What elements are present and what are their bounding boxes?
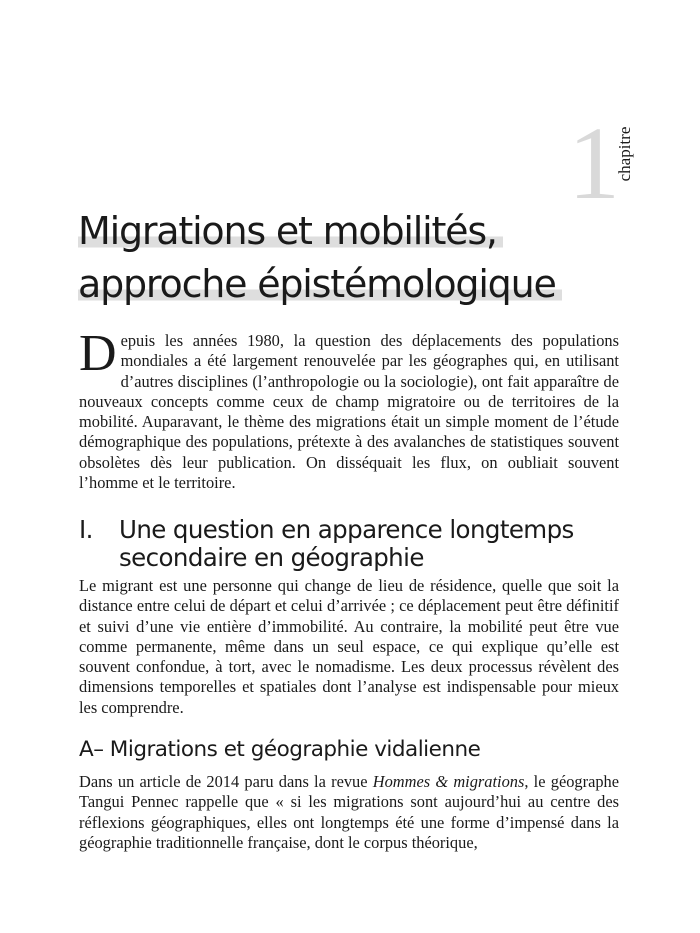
section-text: Le migrant est une personne qui change de lieu de résidence, quelle que soit la distance entre celui de départ et celui d’arrivée ; ce déplacement peut être définitif et suivi d’une vie entière d’immobilité. Au contraire, la mobilité peut être vue comme permanente, même dans un seul espace, ce qui explique qu’elle est souvent confondue, à tort, avec le nomadisme. Les deux processus révèlent des dimensions temporelles et spatiales dont l’analyse est indispensable pour mieux les comprendre. (79, 576, 619, 717)
section-heading-line-2: secondaire en géographie (119, 543, 424, 572)
chapter-title-line-2 (78, 258, 598, 311)
drop-cap: D (79, 325, 117, 382)
chapter-label-text: chapitre (615, 126, 634, 182)
chapter-title-line-1-text: Migrations et mobilités, (78, 209, 503, 253)
section-number: I. (79, 515, 93, 544)
chapter-label (612, 122, 636, 192)
section-heading (79, 516, 619, 572)
subsection-paragraph (79, 772, 619, 853)
chapter-number: 1 (568, 106, 620, 221)
subsection-text-before: Dans un article de 2014 paru dans la revue (79, 772, 373, 791)
subsection-text-after: , le géographe Tangui Pennec rappelle que « si les migrations sont aujourd’hui au centre des réflexions géographiques, elles ont longtemps été une forme d’impensé dans la géographie traditionnelle française, dont le corpus théorique, (79, 772, 620, 852)
section-paragraph (79, 576, 619, 718)
intro-paragraph (79, 325, 619, 493)
subsection-text (79, 772, 619, 853)
section-heading-line-1: Une question en apparence longtemps (119, 515, 574, 544)
chapter-title-line-2-text: approche épistémologique (78, 262, 562, 306)
chapter-title-line-1 (78, 205, 598, 258)
subsection-heading: A– Migrations et géographie vidalienne (79, 737, 481, 762)
chapter-title (78, 205, 598, 311)
journal-title: Hommes & migrations (372, 772, 525, 791)
intro-text: epuis les années 1980, la question des déplacements des populations mondiales a été largement renouvelée par les géographes qui, en utilisant d’autres disciplines (l’anthropologie ou la sociologie), ont fait apparaître de nouveaux concepts comme ceux de champ migratoire ou de territoires de la mobilité. Auparavant, le thème des migrations était un simple moment de l’étude démographique des populations, prétexte à des avalanches de statistiques souvent obsolètes dès leur publication. On disséquait les flux, on oubliait souvent l’homme et le territoire. (79, 331, 619, 493)
